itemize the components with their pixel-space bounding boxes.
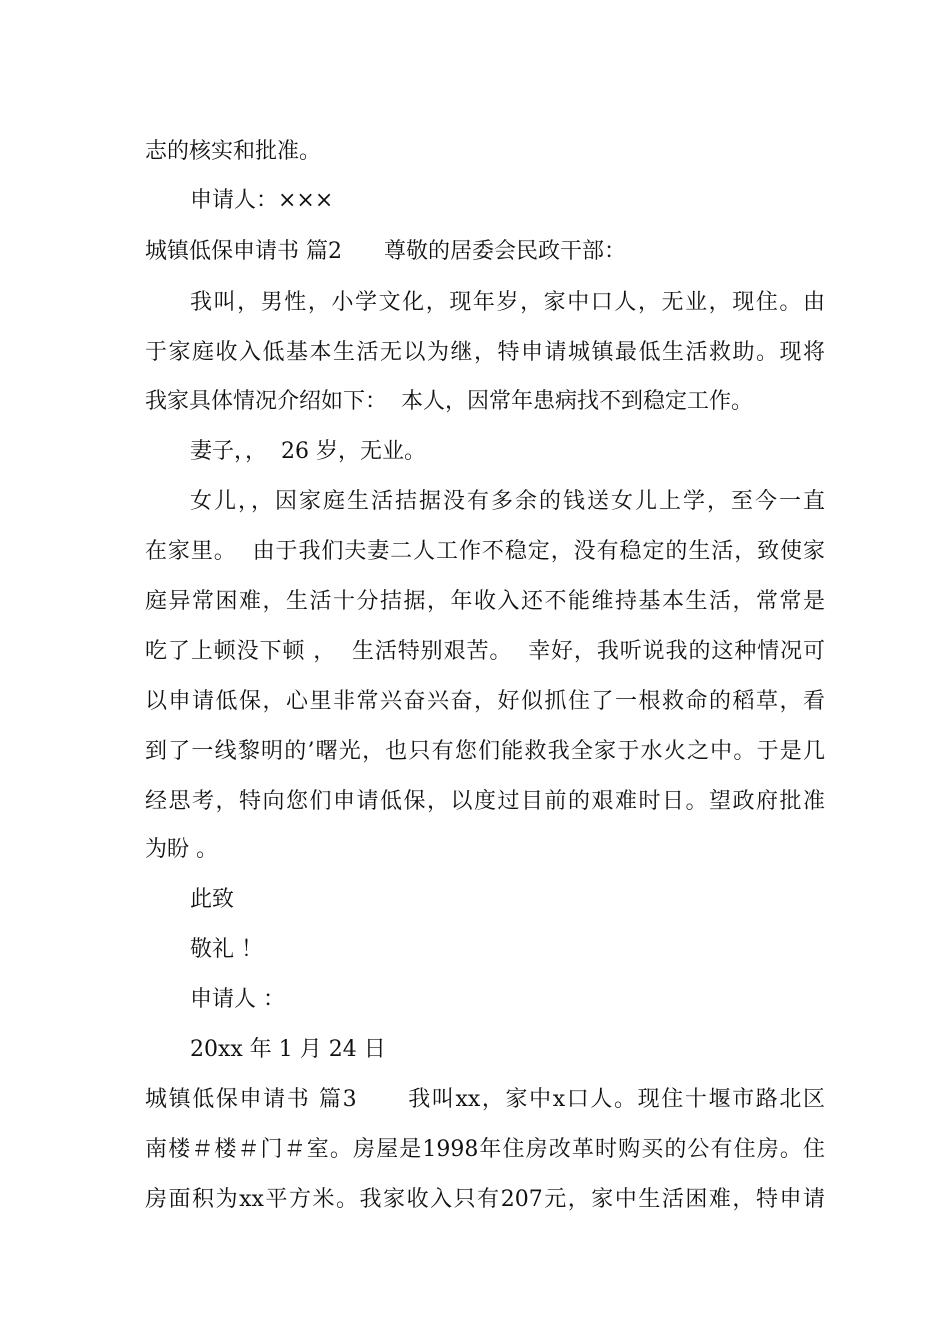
applicant-line: 申请人：×××: [190, 188, 334, 213]
text-line-10: 庭异常困难，生活十分拮据，年收入还不能维持基本生活，常常是: [145, 589, 825, 614]
closing-regards: 敬礼 ！: [190, 937, 263, 962]
applicant-signature-line: 申请人 ：: [190, 987, 285, 1012]
text-line-15: 为盼 。: [145, 837, 218, 862]
text-line-4: 我叫，男性，小学文化，现年岁，家中口人，无业，现住。由: [190, 290, 825, 315]
section-heading-2: 城镇低保申请书 篇2 尊敬的居委会民政干部：: [145, 239, 626, 264]
text-line-21: 南楼＃楼＃门＃室。房屋是1998年住房改革时购买的公有住房。住: [145, 1137, 825, 1162]
text-line-12: 以申请低保，心里非常兴奋兴奋，好似抓住了一根救命的稻草，看: [145, 689, 825, 714]
text-line-9: 在家里。 由于我们夫妻二人工作不稳定，没有稳定的生活，致使家: [145, 539, 825, 564]
text-line-8: 女儿，，因家庭生活拮据没有多余的钱送女儿上学，至今一直: [190, 489, 825, 514]
closing-salutation: 此致: [190, 887, 235, 912]
text-line-1: 志的核实和批准。: [145, 139, 322, 164]
text-line-14: 经思考，特向您们申请低保，以度过目前的艰难时日。望政府批准: [145, 789, 825, 814]
text-line-5: 于家庭收入低基本生活无以为继，特申请城镇最低生活救助。现将: [145, 340, 825, 365]
text-line-13: 到了一线黎明的’曙光，也只有您们能救我全家于水火之中。于是几: [145, 739, 825, 764]
text-line-6: 我家具体情况介绍如下： 本人，因常年患病找不到稳定工作。: [145, 389, 753, 414]
section-heading-3: 城镇低保申请书 篇3 我叫xx，家中x口人。现住十堰市路北区: [145, 1087, 825, 1112]
text-line-7: 妻子，， 26 岁，无业。: [190, 439, 426, 464]
date-line: 20xx 年 1 月 24 日: [190, 1037, 386, 1062]
text-line-22: 房面积为xx平方米。我家收入只有207元，家中生活困难，特申请: [145, 1187, 825, 1212]
text-line-11: 吃了上顿没下顿 ， 生活特别艰苦。 幸好，我听说我的这种情况可: [145, 639, 825, 664]
